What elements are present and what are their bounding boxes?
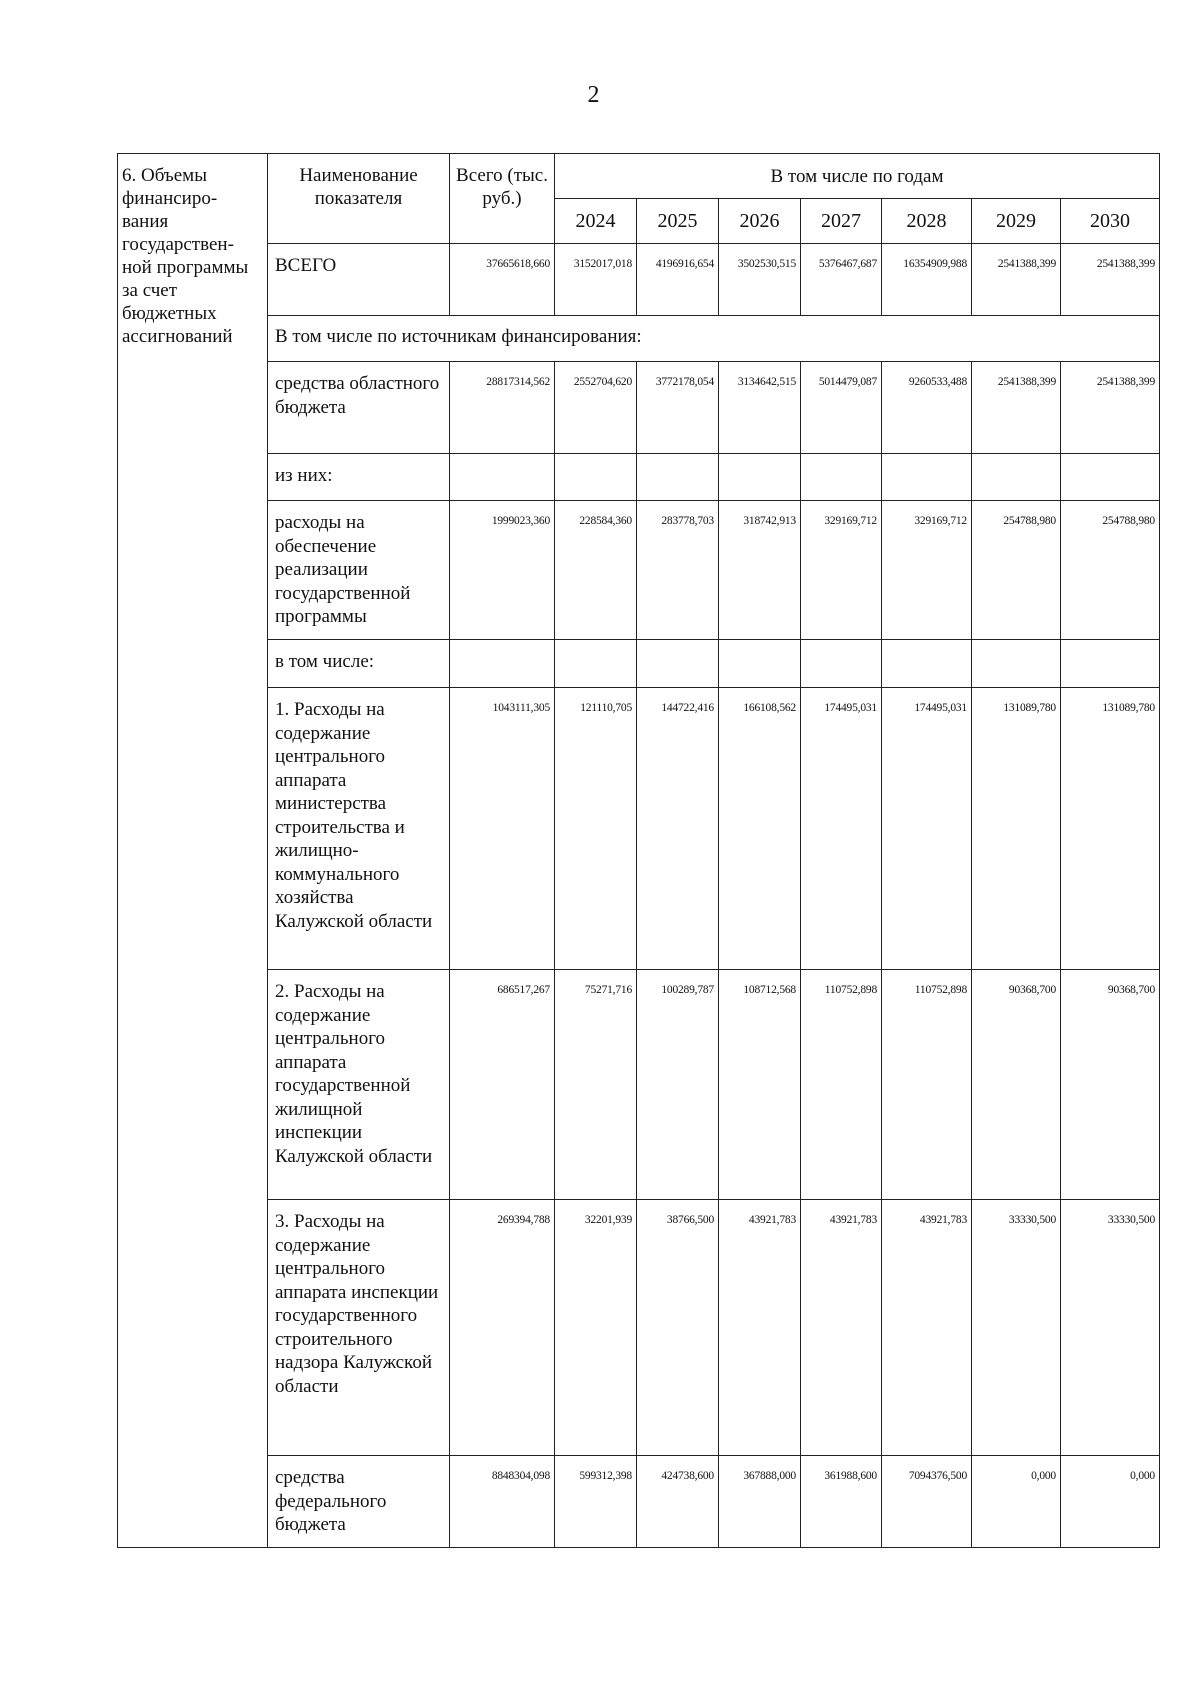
year-value: 33330,500 — [972, 1200, 1061, 1456]
year-value: 121110,705 — [555, 688, 637, 970]
year-value: 2541388,399 — [1061, 362, 1160, 454]
table-span-row — [118, 316, 1160, 362]
row-total: 686517,267 — [450, 970, 555, 1200]
year-value: 108712,568 — [719, 970, 801, 1200]
year-value: 2541388,399 — [972, 244, 1061, 316]
row-total — [450, 640, 555, 688]
year-value: 75271,716 — [555, 970, 637, 1200]
year-value — [801, 454, 882, 501]
row-label: 2. Расходы на содержание центрального аппарата государственной жилищной инспекции Калужской области — [268, 970, 450, 1200]
table-row — [118, 1456, 1160, 1548]
table-row — [118, 688, 1160, 970]
year-value: 424738,600 — [637, 1456, 719, 1548]
year-value: 3772178,054 — [637, 362, 719, 454]
year-value: 5376467,687 — [801, 244, 882, 316]
header-year: 2026 — [719, 199, 801, 244]
year-value: 367888,000 — [719, 1456, 801, 1548]
year-value — [555, 454, 637, 501]
year-value: 3134642,515 — [719, 362, 801, 454]
row-total — [450, 454, 555, 501]
financing-table — [117, 153, 1160, 1548]
year-value: 16354909,988 — [882, 244, 972, 316]
year-value: 3152017,018 — [555, 244, 637, 316]
header-years-caption: В том числе по годам — [555, 154, 1160, 199]
year-value — [719, 454, 801, 501]
row-total: 269394,788 — [450, 1200, 555, 1456]
row-total: 1999023,360 — [450, 501, 555, 640]
year-value: 7094376,500 — [882, 1456, 972, 1548]
table-row — [118, 244, 1160, 316]
year-value: 3502530,515 — [719, 244, 801, 316]
table-row — [118, 454, 1160, 501]
year-value: 131089,780 — [972, 688, 1061, 970]
row-label: расходы на обеспечение реализации государственной программы — [268, 501, 450, 640]
row-label: из них: — [268, 454, 450, 501]
year-value: 90368,700 — [1061, 970, 1160, 1200]
year-value: 90368,700 — [972, 970, 1061, 1200]
row-total: 28817314,562 — [450, 362, 555, 454]
row-total: 8848304,098 — [450, 1456, 555, 1548]
header-year: 2028 — [882, 199, 972, 244]
year-value: 9260533,488 — [882, 362, 972, 454]
year-value — [972, 454, 1061, 501]
year-value: 361988,600 — [801, 1456, 882, 1548]
year-value — [637, 640, 719, 688]
year-value: 43921,783 — [801, 1200, 882, 1456]
table-row — [118, 362, 1160, 454]
year-value: 0,000 — [1061, 1456, 1160, 1548]
year-value — [1061, 454, 1160, 501]
year-value — [1061, 640, 1160, 688]
year-value: 329169,712 — [882, 501, 972, 640]
year-value — [882, 454, 972, 501]
row-label: 3. Расходы на содержание центрального аппарата инспекции государственного строительного надзора Калужской области — [268, 1200, 450, 1456]
year-value — [719, 640, 801, 688]
header-year: 2027 — [801, 199, 882, 244]
year-value: 2541388,399 — [972, 362, 1061, 454]
year-value: 33330,500 — [1061, 1200, 1160, 1456]
section-label: 6. Объемы финансиро-вания государствен-ной программы за счет бюджетных ассигнований — [118, 154, 268, 1548]
row-total: 37665618,660 — [450, 244, 555, 316]
row-label: в том числе: — [268, 640, 450, 688]
header-name-col: Наименование показателя — [268, 154, 450, 244]
year-value: 0,000 — [972, 1456, 1061, 1548]
year-value: 32201,939 — [555, 1200, 637, 1456]
year-value — [882, 640, 972, 688]
table-row — [118, 640, 1160, 688]
year-value — [637, 454, 719, 501]
page-number: 2 — [587, 82, 600, 108]
year-value: 5014479,087 — [801, 362, 882, 454]
year-value: 4196916,654 — [637, 244, 719, 316]
header-year: 2029 — [972, 199, 1061, 244]
year-value: 174495,031 — [801, 688, 882, 970]
row-label: средства областного бюджета — [268, 362, 450, 454]
year-value: 38766,500 — [637, 1200, 719, 1456]
year-value: 110752,898 — [801, 970, 882, 1200]
year-value: 2552704,620 — [555, 362, 637, 454]
table-row — [118, 501, 1160, 640]
year-value: 43921,783 — [719, 1200, 801, 1456]
year-value: 254788,980 — [972, 501, 1061, 640]
year-value — [801, 640, 882, 688]
row-label: средства федерального бюджета — [268, 1456, 450, 1548]
year-value: 174495,031 — [882, 688, 972, 970]
row-total: 1043111,305 — [450, 688, 555, 970]
year-value — [555, 640, 637, 688]
year-value: 43921,783 — [882, 1200, 972, 1456]
year-value: 318742,913 — [719, 501, 801, 640]
header-year: 2024 — [555, 199, 637, 244]
span-label: В том числе по источникам финансирования: — [268, 316, 1160, 362]
year-value: 329169,712 — [801, 501, 882, 640]
year-value: 599312,398 — [555, 1456, 637, 1548]
table-row — [118, 1200, 1160, 1456]
year-value: 283778,703 — [637, 501, 719, 640]
year-value: 144722,416 — [637, 688, 719, 970]
year-value: 110752,898 — [882, 970, 972, 1200]
year-value: 166108,562 — [719, 688, 801, 970]
year-value: 131089,780 — [1061, 688, 1160, 970]
row-label: ВСЕГО — [268, 244, 450, 316]
header-total-col: Всего (тыс. руб.) — [450, 154, 555, 244]
year-value: 100289,787 — [637, 970, 719, 1200]
row-label: 1. Расходы на содержание центрального аппарата министерства строительства и жилищно-коммунального хозяйства Калужской области — [268, 688, 450, 970]
header-year: 2030 — [1061, 199, 1160, 244]
header-year: 2025 — [637, 199, 719, 244]
year-value: 254788,980 — [1061, 501, 1160, 640]
year-value — [972, 640, 1061, 688]
table-row — [118, 970, 1160, 1200]
year-value: 228584,360 — [555, 501, 637, 640]
year-value: 2541388,399 — [1061, 244, 1160, 316]
